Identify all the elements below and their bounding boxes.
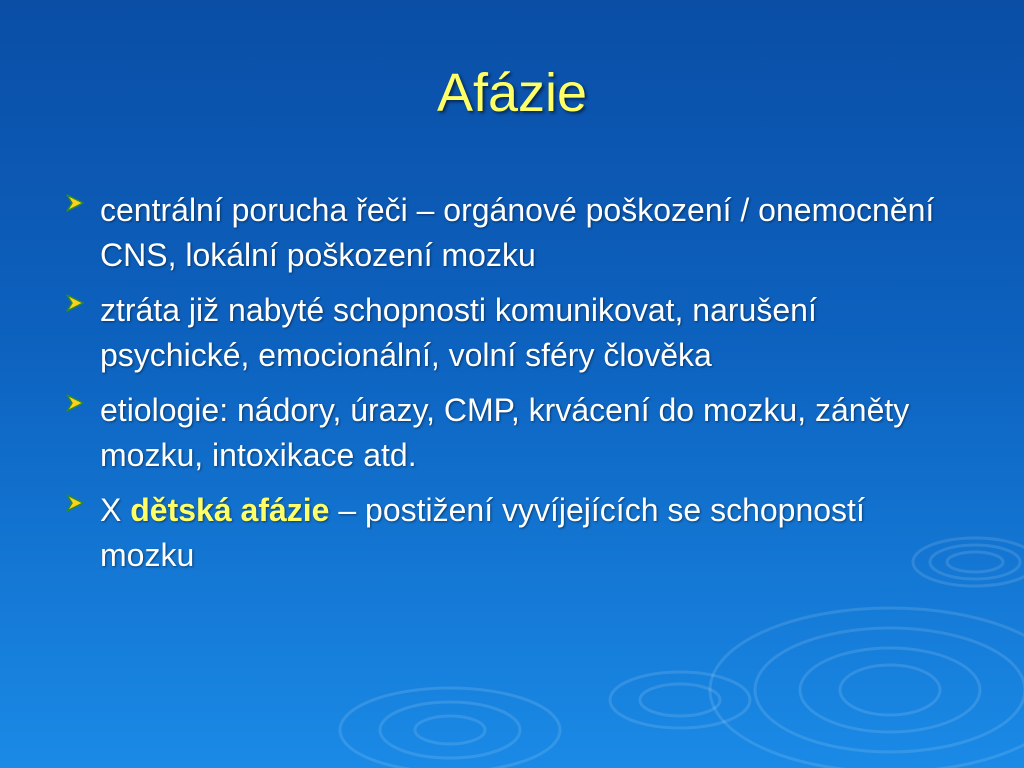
- bullet-text: ztráta již nabyté schopnosti komunikovat, narušení psychické, emocionální, volní sféry člověka: [100, 292, 817, 373]
- bullet-item: [60, 488, 940, 578]
- arrow-chevron-icon: [64, 292, 86, 314]
- bullet-list: [60, 188, 940, 588]
- arrow-chevron-icon: [64, 392, 86, 414]
- bullet-text-prefix: X: [100, 492, 131, 528]
- arrow-chevron-icon: [64, 192, 86, 214]
- bullet-text: centrální porucha řeči – orgánové poškození / onemocnění CNS, lokální poškození mozku: [100, 192, 935, 273]
- arrow-chevron-icon: [64, 492, 86, 514]
- bullet-text-suffix: – postižení vyvíjejících se schopností mozku: [100, 492, 865, 573]
- slide-title: Afázie: [436, 63, 588, 123]
- bullet-item: [60, 288, 940, 378]
- highlighted-term: dětská afázie: [130, 492, 330, 528]
- bullet-item: [60, 188, 940, 278]
- bullet-text: etiologie: nádory, úrazy, CMP, krvácení do mozku, záněty mozku, intoxikace atd.: [100, 392, 910, 473]
- bullet-item: [60, 388, 940, 478]
